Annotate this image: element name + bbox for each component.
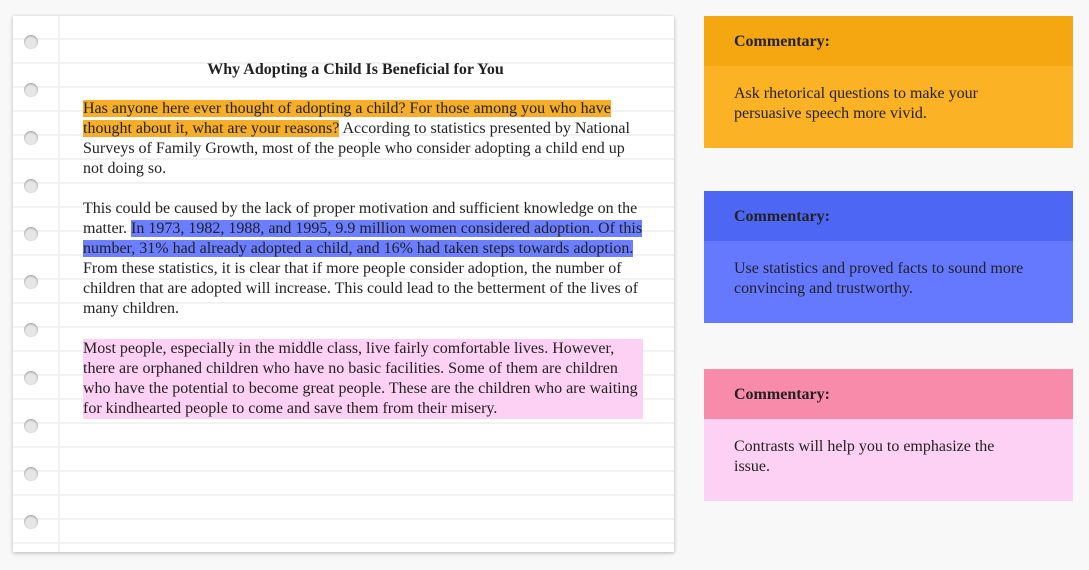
commentary-heading: Commentary: — [704, 16, 1073, 66]
binder-hole-icon — [24, 131, 38, 145]
binder-hole-icon — [24, 371, 38, 385]
binder-hole-icon — [24, 419, 38, 433]
commentary-card-rhetorical — [704, 16, 1073, 148]
rhetorical-question-highlight: Has anyone here ever thought of adopting a child? For those among you who have thought about it, what are your reasons? — [83, 100, 611, 137]
essay-paragraph-3 — [83, 339, 643, 419]
binder-hole-icon — [24, 83, 38, 97]
binder-hole-icon — [24, 275, 38, 289]
binder-hole-icon — [24, 323, 38, 337]
essay-paper — [13, 16, 674, 552]
paragraph-text: According to statistics presented by National Surveys of Family Growth, most of the people who consider adopting a child end up not doing so. — [83, 120, 630, 177]
binder-hole-icon — [24, 35, 38, 49]
paragraph-text: From these statistics, it is clear that if more people consider adoption, the number of children that are adopted will increase. This could lead to the betterment of the lives of many children. — [83, 260, 639, 317]
binder-hole-icon — [24, 227, 38, 241]
essay-paragraph-2 — [83, 199, 643, 319]
commentary-heading: Commentary: — [704, 369, 1073, 419]
essay-body — [83, 99, 643, 439]
statistics-highlight: In 1973, 1982, 1988, and 1995, 9.9 million women considered adoption. Of this number, 31% had already adopted a child, and 16% had taken steps towards adoption. — [83, 220, 643, 257]
paragraph-text: This could be caused by the lack of proper motivation and sufficient knowledge on the matter. — [83, 200, 638, 237]
binder-hole-icon — [24, 179, 38, 193]
commentary-text: Ask rhetorical questions to make your persuasive speech more vivid. — [704, 66, 1073, 148]
commentary-card-statistics — [704, 191, 1073, 323]
binder-hole-icon — [24, 515, 38, 529]
commentary-card-contrast — [704, 369, 1073, 501]
commentary-text: Use statistics and proved facts to sound more convincing and trustworthy. — [704, 241, 1073, 323]
essay-paragraph-1 — [83, 99, 643, 179]
commentary-text: Contrasts will help you to emphasize the issue. — [704, 419, 1073, 501]
binder-hole-icon — [24, 467, 38, 481]
contrast-highlight: Most people, especially in the middle class, live fairly comfortable lives. However, there are orphaned children who have no basic facilities. Some of them are children who have the potential to become great people. These are the children who are waiting for kindhearted people to come and save them from their misery. — [83, 340, 638, 417]
commentary-heading: Commentary: — [704, 191, 1073, 241]
essay-title: Why Adopting a Child Is Beneficial for You — [207, 61, 504, 78]
